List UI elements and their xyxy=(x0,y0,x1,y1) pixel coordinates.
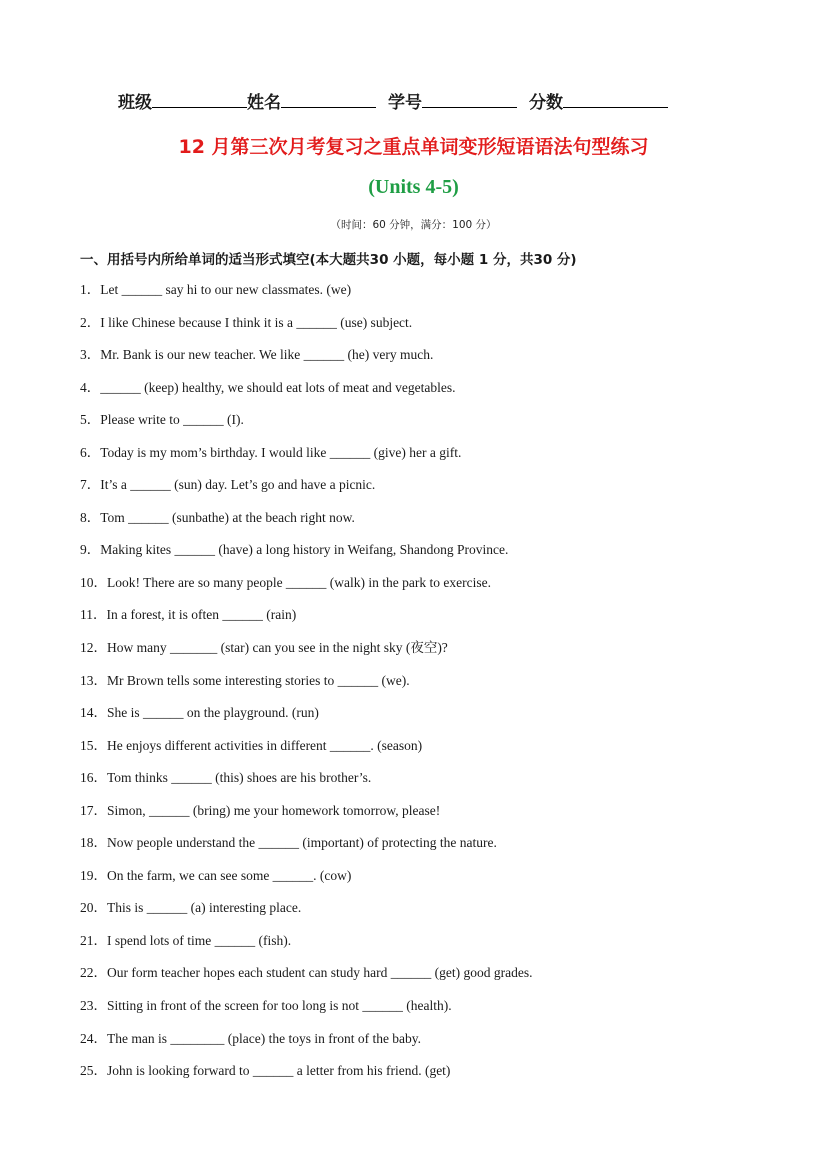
question-item: 14．She is ______ on the playground. (run) xyxy=(80,705,319,721)
question-item: 13．Mr Brown tells some interesting stories to ______ (we). xyxy=(80,672,410,688)
question-item: 17．Simon, ______ (bring) me your homework tomorrow, please! xyxy=(80,802,441,818)
student-id-label: 学号 xyxy=(388,93,422,113)
question-item: 10．Look! There are so many people ______ (walk) in the park to exercise. xyxy=(80,574,491,590)
question-item: 5．Please write to ______ (I). xyxy=(80,412,244,428)
section-heading: 一、用括号内所给单词的适当形式填空(本大题共30 小题，每小题 1 分，共30 分) xyxy=(80,252,577,268)
question-item: 3．Mr. Bank is our new teacher. We like ______ (he) very much. xyxy=(80,347,434,363)
student-id-blank[interactable] xyxy=(422,91,517,108)
name-blank[interactable] xyxy=(281,91,376,108)
score-label: 分数 xyxy=(529,93,563,113)
question-item: 2．I like Chinese because I think it is a ______ (use) subject. xyxy=(80,314,413,330)
question-item: 19．On the farm, we can see some ______. (cow) xyxy=(80,867,352,883)
question-item: 15．He enjoys different activities in different ______. (season) xyxy=(80,737,423,753)
question-item: 9．Making kites ______ (have) a long history in Weifang, Shandong Province. xyxy=(80,542,509,558)
question-item: 24．The man is ________ (place) the toys in front of the baby. xyxy=(80,1030,422,1046)
question-item: 20．This is ______ (a) interesting place. xyxy=(80,900,302,916)
score-blank[interactable] xyxy=(563,91,668,108)
page-subtitle: (Units 4-5) xyxy=(368,176,459,198)
question-item: 6．Today is my mom’s birthday. I would like ______ (give) her a gift. xyxy=(80,444,462,460)
page-title: 12 月第三次月考复习之重点单词变形短语语法句型练习 xyxy=(178,136,649,158)
class-label: 班级 xyxy=(118,93,152,113)
time-note: （时间：60 分钟，满分：100 分） xyxy=(330,219,497,231)
question-item: 22．Our form teacher hopes each student can study hard ______ (get) good grades. xyxy=(80,965,533,981)
question-item: 12．How many _______ (star) can you see in the night sky (夜空)? xyxy=(80,640,448,656)
question-item: 25．John is looking forward to ______ a letter from his friend. (get) xyxy=(80,1063,451,1079)
question-item: 16．Tom thinks ______ (this) shoes are his brother’s. xyxy=(80,770,372,786)
question-item: 23．Sitting in front of the screen for too long is not ______ (health). xyxy=(80,998,452,1014)
question-item: 4．______ (keep) healthy, we should eat lots of meat and vegetables. xyxy=(80,379,456,395)
question-item: 1．Let ______ say hi to our new classmates. (we) xyxy=(80,282,352,297)
student-info-line xyxy=(118,88,668,113)
name-label: 姓名 xyxy=(247,93,281,113)
question-list xyxy=(80,280,760,1094)
question-item: 11．In a forest, it is often ______ (rain) xyxy=(80,607,297,623)
question-item: 7．It’s a ______ (sun) day. Let’s go and have a picnic. xyxy=(80,477,376,493)
question-item: 8．Tom ______ (sunbathe) at the beach right now. xyxy=(80,509,355,525)
class-blank[interactable] xyxy=(152,91,247,108)
question-item: 18．Now people understand the ______ (important) of protecting the nature. xyxy=(80,835,497,851)
question-item: 21．I spend lots of time ______ (fish). xyxy=(80,932,292,948)
